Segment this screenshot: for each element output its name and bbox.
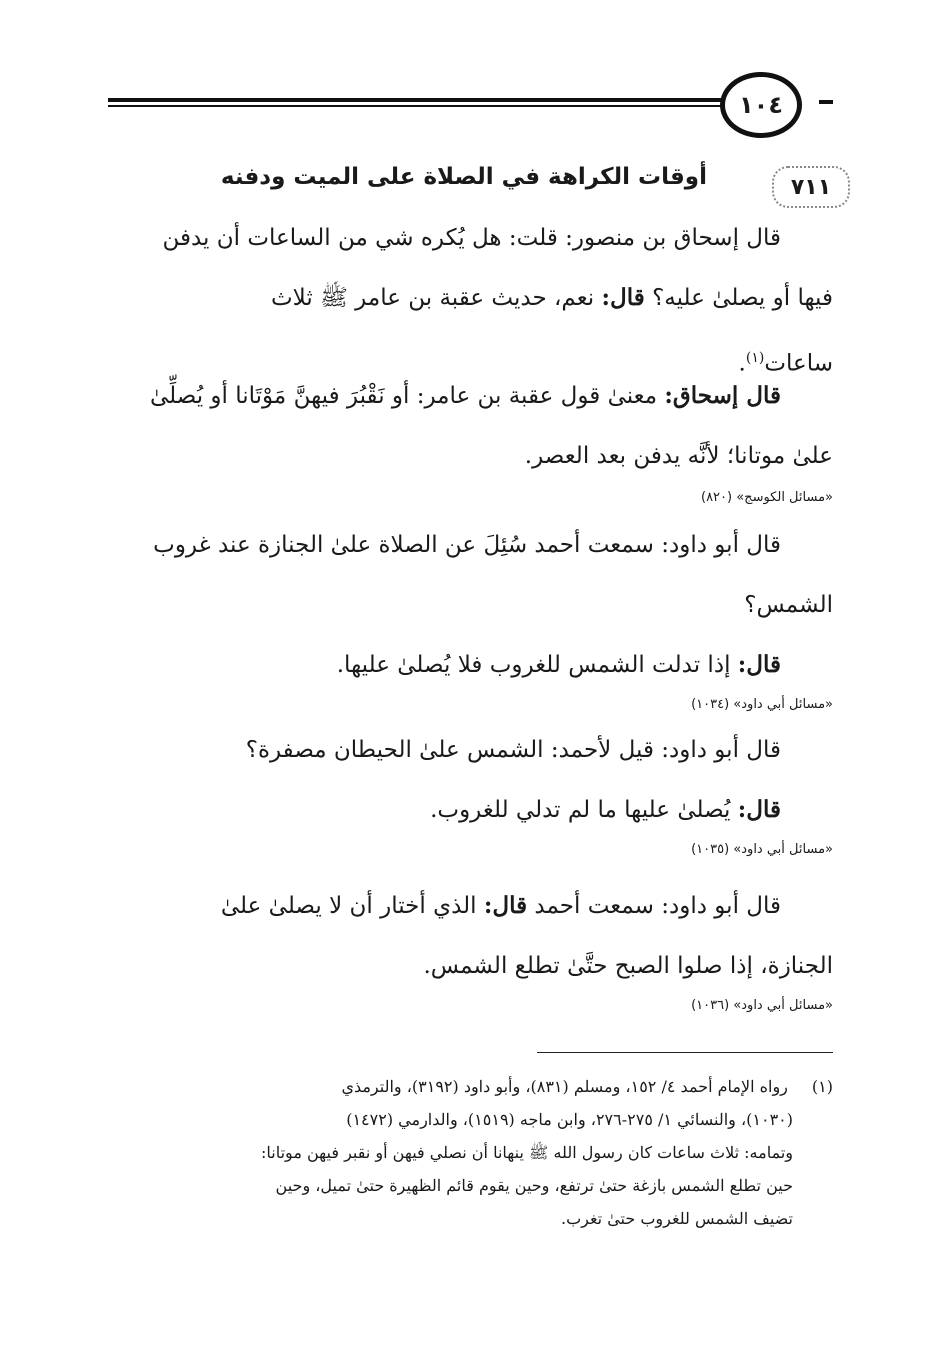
block-abudawud-1036 xyxy=(108,876,833,1016)
text-fragment: قال أبو داود: سمعت أحمد xyxy=(534,893,781,919)
source-citation: «مسائل أبي داود» (١٠٣٦) xyxy=(691,998,833,1013)
footnote-number: (١) xyxy=(811,1077,833,1096)
footnote-line: وتمامه: ثلاث ساعات كان رسول الله ﷺ ينهانا أن نصلي فيهن أو نقبر فيهن موتانا: xyxy=(261,1143,793,1162)
source-citation: «مسائل أبي داود» (١٠٣٤) xyxy=(691,697,833,712)
page-number: ١٠٤ xyxy=(720,72,802,138)
footnote-line: تضيف الشمس للغروب حتىٰ تغرب. xyxy=(560,1209,793,1228)
text-fragment: ساعات xyxy=(764,350,833,377)
footnote-rule xyxy=(537,1052,833,1053)
header-rule-thin xyxy=(108,105,723,107)
text-line: ساعات$^{(١)}$. xyxy=(738,350,833,377)
text-fragment: إذا تدلت الشمس للغروب فلا يُصلىٰ عليها. xyxy=(336,652,731,678)
text-line: علىٰ موتانا؛ لأنَّه يدفن بعد العصر. xyxy=(524,443,833,469)
footnote-line: (١٠٣٠)، والنسائي ١/ ٢٧٥-٢٧٦، وابن ماجه (١٥١٩)، والدارمي (١٤٧٢) xyxy=(346,1110,793,1129)
text-line xyxy=(108,876,833,936)
footnote-ref[interactable]: (١) xyxy=(745,350,765,366)
text-fragment: الذي أختار أن لا يصلىٰ علىٰ xyxy=(220,893,477,919)
header-rule-tail xyxy=(819,100,833,104)
footnote-line xyxy=(108,1070,833,1103)
speaker-label: قال: xyxy=(737,651,781,678)
header-rule-thick xyxy=(108,98,723,102)
block-abudawud-1034 xyxy=(108,515,833,715)
section-title: أوقات الكراهة في الصلاة على الميت ودفنه xyxy=(220,164,707,190)
text-line xyxy=(108,268,833,328)
text-fragment: يُصلىٰ عليها ما لم تدلي للغروب. xyxy=(430,797,731,823)
footnotes xyxy=(108,1070,833,1235)
text-fragment: معنىٰ قول عقبة بن عامر: أو نَقْبُرَ فيهنَّ مَوْتَانا أو يُصلِّىٰ xyxy=(149,383,658,409)
source-citation: «مسائل الكوسج» (٨٢٠) xyxy=(700,490,833,505)
text-line: قال أبو داود: قيل لأحمد: الشمس علىٰ الحيطان مصفرة؟ xyxy=(245,737,781,763)
text-line: قال إسحاق بن منصور: قلت: هل يُكره شي من الساعات أن يدفن xyxy=(162,225,781,251)
text-line: الجنازة، إذا صلوا الصبح حتَّىٰ تطلع الشمس. xyxy=(423,953,833,979)
text-fragment: رواه الإمام أحمد ٤/ ١٥٢، ومسلم (٨٣١)، وأبو داود (٣١٩٢)، والترمذي xyxy=(341,1077,788,1096)
text-line: الشمس؟ xyxy=(744,592,833,618)
source-citation: «مسائل أبي داود» (١٠٣٥) xyxy=(691,842,833,857)
speaker-label: قال إسحاق: xyxy=(664,382,781,409)
speaker-label: قال: xyxy=(737,796,781,823)
speaker-label: قال: xyxy=(483,892,528,919)
text-line xyxy=(108,366,833,426)
block-abudawud-1035 xyxy=(108,720,833,860)
text-line xyxy=(108,780,833,840)
section-number: ٧١١ xyxy=(772,166,850,208)
text-line: قال أبو داود: سمعت أحمد سُئِلَ عن الصلاة علىٰ الجنازة عند غروب xyxy=(153,532,781,558)
block-ishaq-explanation xyxy=(108,366,833,508)
text-fragment: فيها أو يصلىٰ عليه؟ xyxy=(652,285,833,311)
footnote-line: حين تطلع الشمس بازغة حتىٰ ترتفع، وحين يقوم قائم الظهيرة حتىٰ تميل، وحين xyxy=(275,1176,793,1195)
text-fragment: نعم، حديث عقبة بن عامر ﷺ ثلاث xyxy=(271,285,595,311)
text-line xyxy=(108,635,833,695)
speaker-label: قال: xyxy=(601,284,645,311)
